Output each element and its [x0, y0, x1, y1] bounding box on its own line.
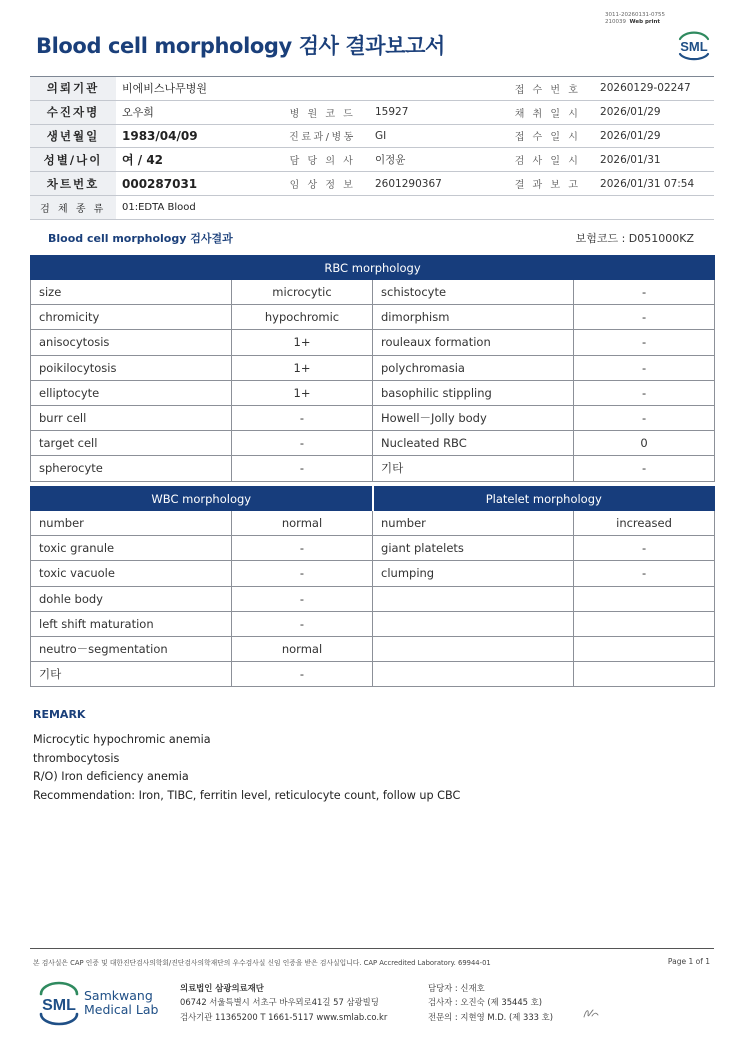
wbc-item-result: - — [232, 611, 373, 636]
wbc-item-result: normal — [232, 636, 373, 661]
signature-icon — [582, 1006, 600, 1020]
table-row — [31, 280, 715, 305]
label-specimen-type: 검 체 종 류 — [30, 195, 116, 219]
platelet-item-result: - — [574, 561, 715, 586]
lab-name — [84, 989, 158, 1017]
label-collection-date: 채 취 일 시 — [501, 100, 594, 124]
document-id — [605, 12, 665, 25]
rbc-item-result: - — [574, 355, 715, 380]
value-received-date: 2026/01/29 — [594, 124, 714, 148]
wbc-item-name: toxic vacuole — [31, 561, 232, 586]
patient-row — [30, 77, 714, 101]
insurance-code: 보험코드 : D051000KZ — [575, 232, 694, 245]
label-accession-number: 접 수 번 호 — [501, 77, 594, 101]
rbc-header: RBC morphology — [31, 256, 715, 280]
platelet-item-name — [373, 662, 574, 687]
web-print-label: Web print — [629, 18, 661, 25]
rbc-item-result: - — [574, 456, 715, 481]
table-row — [31, 431, 715, 456]
wbc-item-name: toxic granule — [31, 536, 232, 561]
table-row — [31, 536, 715, 561]
document-id-line1: 3011-20260131-0755 — [605, 12, 665, 18]
sml-logo-icon — [674, 28, 714, 62]
table-row — [31, 456, 715, 481]
platelet-item-result — [574, 636, 715, 661]
wbc-item-result: - — [232, 536, 373, 561]
platelet-item-name: clumping — [373, 561, 574, 586]
rbc-item-name: dimorphism — [373, 305, 574, 330]
rbc-item-name: spherocyte — [31, 456, 232, 481]
patient-info-table — [30, 76, 714, 220]
report-title: Blood cell morphology 검사 결과보고서 — [36, 34, 445, 58]
rbc-item-name: size — [31, 280, 232, 305]
patient-row — [30, 100, 714, 124]
value-sex-age: 여 / 42 — [116, 148, 276, 172]
sml-footer-logo-icon — [36, 980, 82, 1026]
label-requesting-institution: 의뢰기관 — [30, 77, 116, 101]
rbc-item-name: polychromasia — [373, 355, 574, 380]
table-row — [31, 405, 715, 430]
platelet-item-result — [574, 586, 715, 611]
remark-line: Recommendation: Iron, TIBC, ferritin level, reticulocyte count, follow up CBC — [33, 788, 461, 802]
table-row — [31, 662, 715, 687]
platelet-item-name — [373, 611, 574, 636]
rbc-item-name: Nucleated RBC — [373, 431, 574, 456]
rbc-item-result: 1+ — [232, 330, 373, 355]
rbc-item-name: anisocytosis — [31, 330, 232, 355]
rbc-item-result: - — [574, 280, 715, 305]
patient-row — [30, 172, 714, 196]
rbc-item-result: - — [232, 405, 373, 430]
label-birth-date: 생년월일 — [30, 124, 116, 148]
value-accession-number: 20260129-02247 — [594, 77, 714, 101]
staff-info — [428, 981, 553, 1024]
wbc-item-result: - — [232, 662, 373, 687]
value-requesting-institution: 비에비스나무병원 — [116, 77, 501, 101]
wbc-item-result: normal — [232, 511, 373, 536]
value-department: GI — [369, 124, 501, 148]
platelet-item-result — [574, 611, 715, 636]
table-row — [31, 561, 715, 586]
rbc-item-name: rouleaux formation — [373, 330, 574, 355]
svg-text:SML: SML — [42, 997, 76, 1014]
label-clinical-info: 임 상 정 보 — [276, 172, 369, 196]
document-id-line2: 210039 Web print — [605, 18, 661, 25]
rbc-item-name: basophilic stippling — [373, 380, 574, 405]
wbc-item-result: - — [232, 586, 373, 611]
label-sex-age: 성별/나이 — [30, 148, 116, 172]
wbc-platelet-table — [30, 486, 715, 687]
rbc-item-result: - — [574, 330, 715, 355]
label-chart-number: 차트번호 — [30, 172, 116, 196]
rbc-item-result: 0 — [574, 431, 715, 456]
label-received-date: 접 수 일 시 — [501, 124, 594, 148]
value-patient-name: 오우희 — [116, 100, 276, 124]
certification-text: 본 검사실은 CAP 인증 및 대한진단검사의학회/진단검사의학재단의 우수검사실 신임 인증을 받은 검사실입니다. CAP Accredited Laboratory. 69944-01 — [33, 959, 491, 967]
lab-name-line1: Samkwang — [84, 988, 153, 1003]
table-row — [31, 611, 715, 636]
staff-manager: 담당자 : 신재호 — [428, 983, 485, 993]
remark-list — [33, 731, 460, 805]
organization-info — [180, 981, 387, 1024]
value-specimen-type: 01:EDTA Blood — [116, 195, 714, 219]
platelet-item-result — [574, 662, 715, 687]
label-department: 진료과/병동 — [276, 124, 369, 148]
wbc-platelet-rows — [31, 511, 715, 687]
rbc-item-result: - — [574, 305, 715, 330]
label-report-date: 결 과 보 고 — [501, 172, 594, 196]
value-test-date: 2026/01/31 — [594, 148, 714, 172]
rbc-item-name: poikilocytosis — [31, 355, 232, 380]
patient-row — [30, 148, 714, 172]
wbc-item-name: 기타 — [31, 662, 232, 687]
rbc-item-name: 기타 — [373, 456, 574, 481]
rbc-item-result: hypochromic — [232, 305, 373, 330]
results-section-title: Blood cell morphology 검사결과 — [48, 232, 233, 245]
wbc-item-name: neutro－segmentation — [31, 636, 232, 661]
organization-contact: 검사기관 11365200 T 1661-5117 www.smlab.co.kr — [180, 1011, 388, 1022]
rbc-item-result: 1+ — [232, 355, 373, 380]
wbc-item-result: - — [232, 561, 373, 586]
lab-name-line2: Medical Lab — [84, 1002, 159, 1017]
platelet-item-result: - — [574, 536, 715, 561]
platelet-item-result: increased — [574, 511, 715, 536]
rbc-item-result: - — [232, 431, 373, 456]
rbc-item-result: - — [574, 405, 715, 430]
value-chart-number: 000287031 — [116, 172, 276, 196]
value-birth-date: 1983/04/09 — [116, 124, 276, 148]
rbc-item-result: 1+ — [232, 380, 373, 405]
label-physician: 담 당 의 사 — [276, 148, 369, 172]
organization-address: 06742 서울특별시 서초구 바우뫼로41길 57 삼광빌딩 — [180, 997, 379, 1008]
rbc-item-name: schistocyte — [373, 280, 574, 305]
wbc-item-name: left shift maturation — [31, 611, 232, 636]
platelet-item-name: number — [373, 511, 574, 536]
platelet-header: Platelet morphology — [373, 487, 715, 511]
rbc-item-result: microcytic — [232, 280, 373, 305]
remark-line: thrombocytosis — [33, 751, 120, 765]
remark-title: REMARK — [33, 708, 86, 721]
svg-text:SML: SML — [680, 39, 708, 54]
remark-line: R/O) Iron deficiency anemia — [33, 770, 189, 784]
wbc-item-name: dohle body — [31, 586, 232, 611]
table-row — [31, 305, 715, 330]
table-row — [31, 636, 715, 661]
rbc-item-result: - — [232, 456, 373, 481]
rbc-item-name: chromicity — [31, 305, 232, 330]
table-row — [31, 355, 715, 380]
platelet-item-name: giant platelets — [373, 536, 574, 561]
label-test-date: 검 사 일 시 — [501, 148, 594, 172]
table-row — [31, 330, 715, 355]
rbc-item-name: Howell－Jolly body — [373, 405, 574, 430]
rbc-item-name: target cell — [31, 431, 232, 456]
footer-divider — [30, 948, 714, 949]
value-report-date: 2026/01/31 07:54 — [594, 172, 714, 196]
rbc-rows — [31, 280, 715, 482]
table-row — [31, 511, 715, 536]
wbc-item-name: number — [31, 511, 232, 536]
value-hospital-code: 15927 — [369, 100, 501, 124]
rbc-morphology-table — [30, 255, 715, 482]
staff-examiner: 검사자 : 오진숙 (제 35445 호) — [428, 997, 543, 1008]
rbc-item-name: burr cell — [31, 405, 232, 430]
staff-specialist: 전문의 : 지현영 M.D. (제 333 호) — [428, 1011, 554, 1022]
label-patient-name: 수진자명 — [30, 100, 116, 124]
platelet-item-name — [373, 636, 574, 661]
label-hospital-code: 병 원 코 드 — [276, 100, 369, 124]
wbc-header: WBC morphology — [31, 487, 373, 511]
platelet-item-name — [373, 586, 574, 611]
patient-row — [30, 124, 714, 148]
remark-line: Microcytic hypochromic anemia — [33, 733, 211, 746]
value-clinical-info: 2601290367 — [369, 172, 501, 196]
value-collection-date: 2026/01/29 — [594, 100, 714, 124]
value-physician: 이정윤 — [369, 148, 501, 172]
patient-row — [30, 195, 714, 219]
organization-name: 의료법인 삼광의료재단 — [180, 983, 264, 993]
table-row — [31, 380, 715, 405]
page-number: Page 1 of 1 — [667, 957, 710, 966]
rbc-item-result: - — [574, 380, 715, 405]
rbc-item-name: elliptocyte — [31, 380, 232, 405]
table-row — [31, 586, 715, 611]
